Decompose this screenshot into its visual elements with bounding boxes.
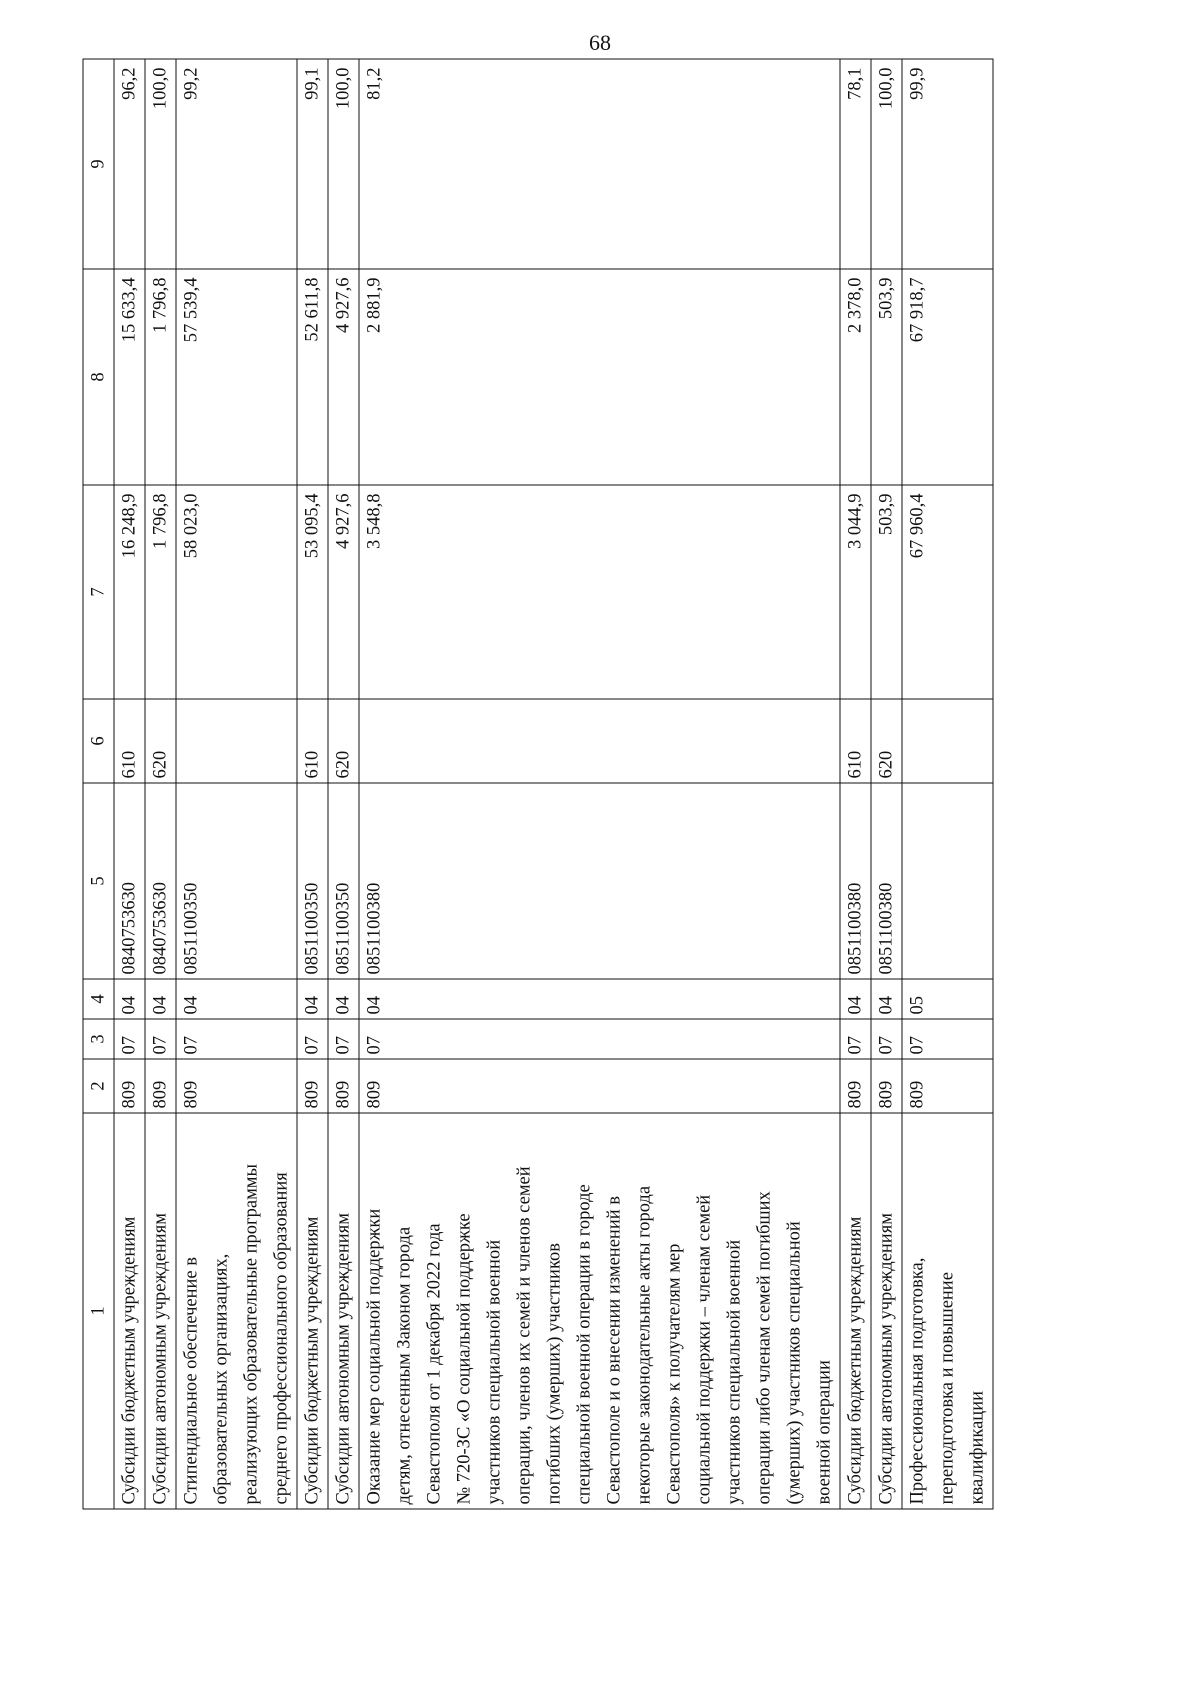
cell-actual: 2 881,9 [359, 269, 840, 485]
cell-percent: 99,2 [176, 59, 297, 269]
header-cell: 8 [83, 269, 114, 485]
row-name: Субсидии бюджетным учреждениям [114, 1113, 145, 1509]
table-row [871, 59, 902, 1509]
table-row [145, 59, 176, 1509]
row-name: Стипендиальное обеспечение в образовательных организациях, реализующих образовательные программы среднего профессионального образования [176, 1113, 297, 1509]
row-name: Субсидии бюджетным учреждениям [297, 1113, 328, 1509]
table-row [840, 59, 871, 1509]
cell-planned: 67 960,4 [902, 485, 993, 699]
cell-actual: 2 378,0 [840, 269, 871, 485]
cell-percent: 96,2 [114, 59, 145, 269]
cell-actual: 503,9 [871, 269, 902, 485]
budget-table [83, 59, 994, 1510]
cell-actual: 67 918,7 [902, 269, 993, 485]
cell-planned: 3 548,8 [359, 485, 840, 699]
cell-planned: 53 095,4 [297, 485, 328, 699]
cell-chapter: 809 [176, 1059, 297, 1113]
page-number: 68 [589, 30, 611, 55]
cell-section: 07 [840, 1019, 871, 1059]
cell-subsection: 04 [114, 979, 145, 1019]
cell-expense-type: 620 [145, 699, 176, 783]
cell-target-article: 0851100380 [840, 783, 871, 979]
cell-section: 07 [871, 1019, 902, 1059]
header-row [83, 59, 114, 1509]
row-name: Субсидии автономным учреждениям [145, 1113, 176, 1509]
cell-subsection: 04 [328, 979, 359, 1019]
cell-percent: 81,2 [359, 59, 840, 269]
cell-chapter: 809 [297, 1059, 328, 1113]
cell-expense-type: 620 [328, 699, 359, 783]
cell-target-article: 0851100380 [871, 783, 902, 979]
row-name: Оказание мер социальной поддержки детям, отнесенным Законом города Севастополя от 1 декабря 2022 года № 720-ЗС «О социальной поддержке участников специальной военной операции, членов их семей и членов семей погибших (умерших) участников специальной военной операции в городе Севастополе и о внесении изменений в некоторые законодательные акты города Севастополя» к получателям мер социальной поддержки – членам семей участников специальной военной операции либо членам семей погибших (умерших) участников специальной военной операции [359, 1113, 840, 1509]
cell-expense-type [902, 699, 993, 783]
header-cell: 9 [83, 59, 114, 269]
cell-actual: 1 796,8 [145, 269, 176, 485]
cell-planned: 58 023,0 [176, 485, 297, 699]
cell-expense-type: 610 [114, 699, 145, 783]
cell-planned: 4 927,6 [328, 485, 359, 699]
cell-section: 07 [359, 1019, 840, 1059]
cell-target-article: 0851100380 [359, 783, 840, 979]
cell-target-article: 0851100350 [328, 783, 359, 979]
cell-target-article: 0840753630 [145, 783, 176, 979]
cell-planned: 3 044,9 [840, 485, 871, 699]
cell-expense-type [176, 699, 297, 783]
cell-expense-type: 610 [297, 699, 328, 783]
cell-actual: 4 927,6 [328, 269, 359, 485]
cell-chapter: 809 [902, 1059, 993, 1113]
cell-expense-type [359, 699, 840, 783]
table-row [328, 59, 359, 1509]
table-row [176, 59, 297, 1509]
cell-chapter: 809 [359, 1059, 840, 1113]
cell-chapter: 809 [871, 1059, 902, 1113]
cell-planned: 16 248,9 [114, 485, 145, 699]
cell-actual: 52 611,8 [297, 269, 328, 485]
row-name: Субсидии бюджетным учреждениям [840, 1113, 871, 1509]
cell-planned: 1 796,8 [145, 485, 176, 699]
cell-section: 07 [145, 1019, 176, 1059]
cell-section: 07 [902, 1019, 993, 1059]
table-row [902, 59, 993, 1509]
header-cell: 6 [83, 699, 114, 783]
cell-expense-type: 620 [871, 699, 902, 783]
cell-chapter: 809 [840, 1059, 871, 1113]
cell-expense-type: 610 [840, 699, 871, 783]
cell-actual: 15 633,4 [114, 269, 145, 485]
cell-section: 07 [114, 1019, 145, 1059]
cell-subsection: 04 [840, 979, 871, 1019]
table-row [114, 59, 145, 1509]
cell-subsection: 04 [176, 979, 297, 1019]
cell-percent: 100,0 [145, 59, 176, 269]
cell-subsection: 04 [145, 979, 176, 1019]
header-cell: 5 [83, 783, 114, 979]
cell-planned: 503,9 [871, 485, 902, 699]
header-cell: 7 [83, 485, 114, 699]
row-name: Субсидии автономным учреждениям [328, 1113, 359, 1509]
cell-percent: 100,0 [328, 59, 359, 269]
cell-percent: 99,1 [297, 59, 328, 269]
cell-section: 07 [297, 1019, 328, 1059]
cell-section: 07 [176, 1019, 297, 1059]
cell-percent: 99,9 [902, 59, 993, 269]
cell-percent: 78,1 [840, 59, 871, 269]
rotated-budget-table [83, 60, 988, 1510]
cell-target-article: 0840753630 [114, 783, 145, 979]
cell-target-article: 0851100350 [297, 783, 328, 979]
cell-subsection: 04 [359, 979, 840, 1019]
row-name: Профессиональная подготовка, переподготовка и повышение квалификации [902, 1113, 993, 1509]
cell-actual: 57 539,4 [176, 269, 297, 485]
cell-subsection: 04 [871, 979, 902, 1019]
cell-subsection: 04 [297, 979, 328, 1019]
cell-chapter: 809 [328, 1059, 359, 1113]
table-row [359, 59, 840, 1509]
cell-target-article: 0851100350 [176, 783, 297, 979]
cell-chapter: 809 [114, 1059, 145, 1113]
cell-chapter: 809 [145, 1059, 176, 1113]
header-cell: 3 [83, 1019, 114, 1059]
table-row [297, 59, 328, 1509]
header-cell: 1 [83, 1113, 114, 1509]
header-cell: 2 [83, 1059, 114, 1113]
cell-percent: 100,0 [871, 59, 902, 269]
cell-subsection: 05 [902, 979, 993, 1019]
cell-target-article [902, 783, 993, 979]
cell-section: 07 [328, 1019, 359, 1059]
row-name: Субсидии автономным учреждениям [871, 1113, 902, 1509]
header-cell: 4 [83, 979, 114, 1019]
